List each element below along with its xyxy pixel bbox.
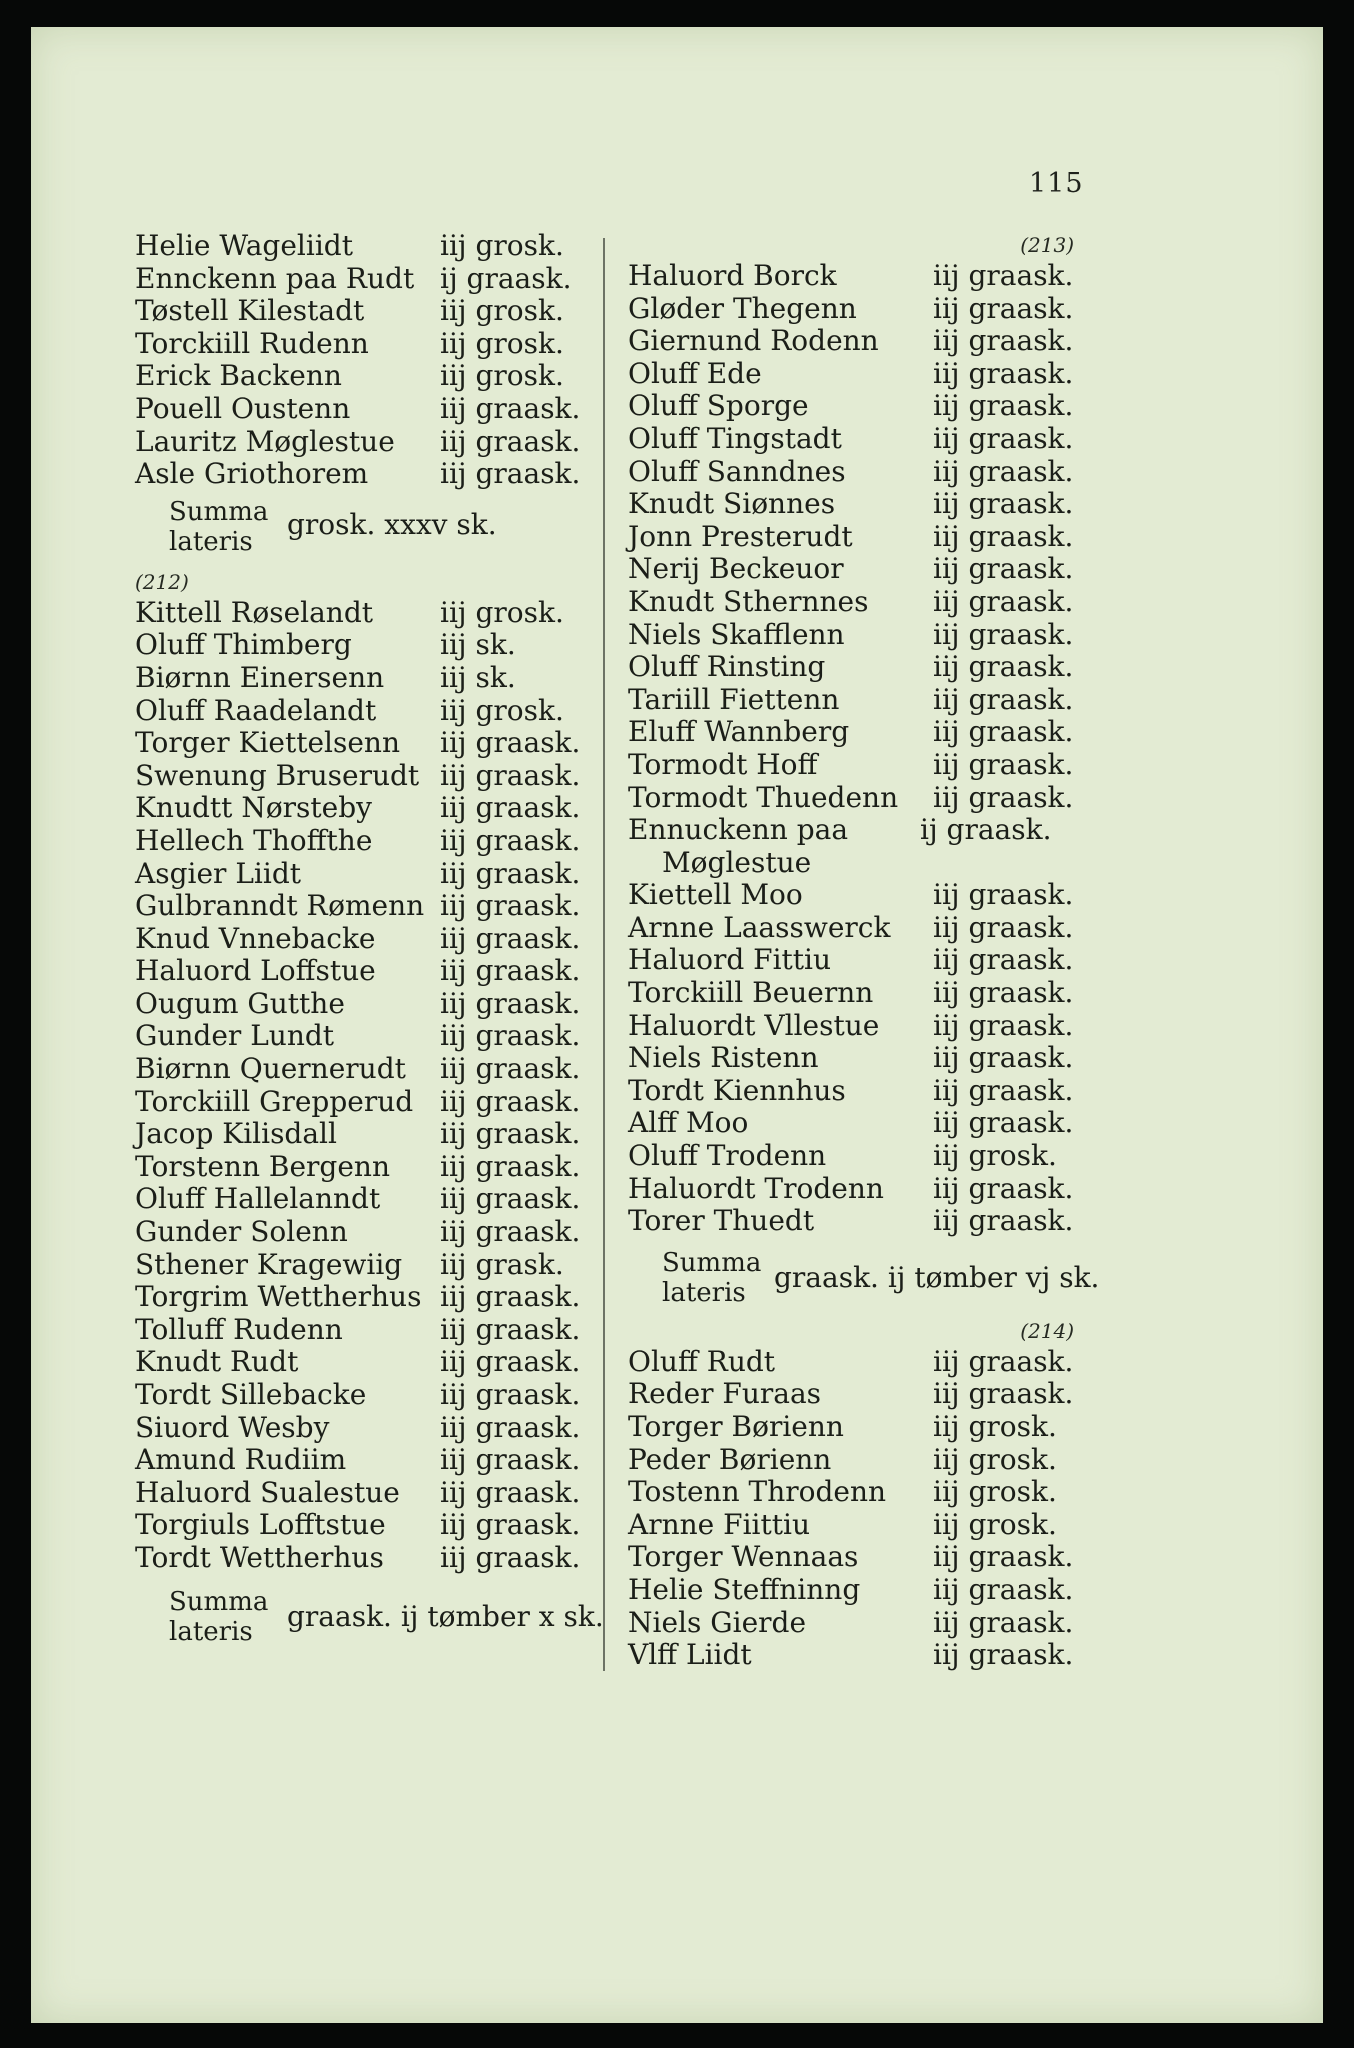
entry-name: Ennuckenn paa xyxy=(628,813,849,847)
entry-amount: iij graask. xyxy=(933,356,1074,390)
entry-name: Oluff Trodenn xyxy=(628,1139,827,1173)
entry-name: Niels Ristenn xyxy=(628,1041,819,1075)
entry-name: Pouell Oustenn xyxy=(135,391,351,425)
entry-name: Tordt Wettherhus xyxy=(135,1540,384,1574)
entry-amount: iij graask. xyxy=(933,584,1074,618)
entry-name: Haluord Loffstue xyxy=(135,954,376,988)
entry-amount: iij graask. xyxy=(440,823,581,857)
entry-row xyxy=(628,1107,1078,1140)
entry-row xyxy=(628,944,1078,977)
entry-name: Nerij Beckeuor xyxy=(628,552,844,586)
entry-row xyxy=(628,358,1078,391)
entry-amount: iij graask. xyxy=(440,1410,581,1444)
entry-row xyxy=(628,260,1078,293)
entry-amount: iij graask. xyxy=(440,889,581,923)
entry-amount: iij graask. xyxy=(440,1345,581,1379)
entry-amount: iij graask. xyxy=(933,780,1074,814)
entry-name: Gunder Lundt xyxy=(135,1019,335,1053)
entry-name: Tøstell Kilestadt xyxy=(135,294,365,328)
entry-name: Arnne Laasswerck xyxy=(628,910,891,944)
entry-name: Kiettell Moo xyxy=(628,878,803,912)
entry-row xyxy=(135,1216,590,1249)
entry-row xyxy=(628,977,1078,1010)
entry-amount: iij graask. xyxy=(933,878,1074,912)
entry-name: Reder Furaas xyxy=(628,1377,822,1411)
entry-amount: iij graask. xyxy=(933,324,1074,358)
entry-row xyxy=(135,1183,590,1216)
summa-label: Summa xyxy=(169,1586,269,1617)
entry-amount: iij graask. xyxy=(440,1443,581,1477)
summa-value: graask. ij tømber x sk. xyxy=(287,1599,604,1633)
entry-name: Arnne Fiittiu xyxy=(628,1507,810,1541)
entry-name: Tariill Fiettenn xyxy=(628,682,840,716)
entry-amount: ij graask. xyxy=(440,261,572,295)
entry-name: Helie Steffninng xyxy=(628,1572,861,1606)
entry-amount: iij graask. xyxy=(440,726,581,760)
entry-name: Vlff Liidt xyxy=(628,1638,752,1672)
entry-amount: iij graask. xyxy=(933,1041,1074,1075)
entry-row xyxy=(628,879,1078,912)
summa-label: Summa xyxy=(662,1247,762,1278)
summa-value: grosk. xxxv sk. xyxy=(287,507,497,541)
entry-name: Oluff Hallelanndt xyxy=(135,1182,381,1216)
right-column xyxy=(628,230,1100,1672)
entry-name: Lauritz Møglestue xyxy=(135,424,395,458)
entry-row xyxy=(135,393,590,426)
entry-amount: iij graask. xyxy=(440,1475,581,1509)
entry-row xyxy=(135,890,590,923)
entry-amount: iij graask. xyxy=(933,389,1074,423)
entry-amount: iij graask. xyxy=(933,976,1074,1010)
entry-name: Helie Wageliidt xyxy=(135,229,353,262)
entry-row xyxy=(628,456,1078,489)
entry-name: Alff Moo xyxy=(628,1106,749,1140)
entry-row xyxy=(628,814,1078,847)
entry-amount: iij grosk. xyxy=(933,1442,1057,1476)
entry-name: Torger Kiettelsenn xyxy=(135,726,401,760)
entry-row xyxy=(628,423,1078,456)
entry-amount: iij graask. xyxy=(440,1182,581,1216)
entry-name: Torgiuls Lofftstue xyxy=(135,1508,386,1542)
summa-label: Summa xyxy=(169,496,269,527)
entry-amount: iij graask. xyxy=(933,421,1074,455)
entry-name: Oluff Ede xyxy=(628,356,762,390)
entry-amount: iij grosk. xyxy=(933,1475,1057,1509)
entry-row xyxy=(135,1542,590,1575)
entry-name: Oluff Rudt xyxy=(628,1344,776,1378)
lateris-label: lateris xyxy=(169,1616,253,1647)
entry-name-continuation: Møglestue xyxy=(662,845,812,879)
entry-row xyxy=(135,263,590,296)
entry-row xyxy=(135,727,590,760)
entry-name: Haluord Borck xyxy=(628,259,837,292)
lateris-label: lateris xyxy=(662,1277,746,1308)
entry-row xyxy=(135,1053,590,1086)
entry-amount: iij grosk. xyxy=(440,595,564,629)
entry-row xyxy=(628,488,1078,521)
entry-row xyxy=(628,749,1078,782)
entry-name: Tormodt Hoff xyxy=(628,747,818,781)
entry-amount: iij grask. xyxy=(440,1247,564,1281)
entry-amount: iij graask. xyxy=(933,1008,1074,1042)
entry-row xyxy=(135,760,590,793)
entry-name: Torckiill Beuernn xyxy=(628,976,874,1010)
entry-row xyxy=(628,521,1078,554)
entry-name: Torckiill Rudenn xyxy=(135,326,369,360)
entry-amount: iij graask. xyxy=(933,1572,1074,1606)
entry-amount: iij graask. xyxy=(933,747,1074,781)
entry-amount: iij grosk. xyxy=(440,693,564,727)
entry-name: Niels Skafflenn xyxy=(628,617,845,651)
entry-row xyxy=(628,1541,1078,1574)
entry-row xyxy=(135,858,590,891)
entry-name: Tormodt Thuedenn xyxy=(628,780,899,814)
entry-name: Torgrim Wettherhus xyxy=(135,1280,422,1314)
entry-row xyxy=(135,597,590,630)
entry-amount: iij graask. xyxy=(440,791,581,825)
summa-lateris xyxy=(135,1586,604,1653)
entry-name: Torckiill Grepperud xyxy=(135,1084,414,1118)
entry-row xyxy=(135,426,590,459)
entry-name: Oluff Thimberg xyxy=(135,628,352,662)
record-reference: (212) xyxy=(135,569,189,594)
entry-amount: iij graask. xyxy=(933,1204,1074,1238)
entry-row xyxy=(135,695,590,728)
entry-amount: iij graask. xyxy=(440,1117,581,1151)
entry-amount: iij graask. xyxy=(933,1344,1074,1378)
entry-row xyxy=(135,1477,590,1510)
entry-row xyxy=(135,1020,590,1053)
entry-name: Haluord Sualestue xyxy=(135,1475,400,1509)
entry-name: Giernund Rodenn xyxy=(628,324,879,358)
entry-name: Torer Thuedt xyxy=(628,1204,815,1238)
entry-name: Knud Vnnebacke xyxy=(135,921,376,955)
entry-name: Swenung Bruserudt xyxy=(135,758,420,792)
entry-row xyxy=(135,1379,590,1412)
entry-name: Knudt Siønnes xyxy=(628,487,836,521)
entry-row xyxy=(135,792,590,825)
entry-row xyxy=(628,1509,1078,1542)
entry-name: Biørnn Quernerudt xyxy=(135,1052,406,1086)
entry-row xyxy=(135,1346,590,1379)
left-column xyxy=(135,229,604,1665)
entry-name: Knudtt Nørsteby xyxy=(135,791,372,825)
entry-amount: iij graask. xyxy=(933,487,1074,521)
entry-name: Ougum Gutthe xyxy=(135,986,345,1020)
entry-amount: iij graask. xyxy=(440,424,581,458)
entry-name: Kittell Røselandt xyxy=(135,595,374,629)
entry-name: Haluord Fittiu xyxy=(628,943,832,977)
entry-row xyxy=(628,293,1078,326)
summa-lateris xyxy=(628,1247,1100,1314)
entry-row xyxy=(628,619,1078,652)
entry-amount: iij graask. xyxy=(933,1540,1074,1574)
entry-row xyxy=(628,782,1078,815)
entry-row xyxy=(628,325,1078,358)
entry-amount: iij graask. xyxy=(933,650,1074,684)
entry-row xyxy=(628,1476,1078,1509)
entry-row xyxy=(628,1411,1078,1444)
entry-name: Hellech Thoffthe xyxy=(135,823,373,857)
entry-name: Oluff Sanndnes xyxy=(628,454,846,488)
entry-amount: iij grosk. xyxy=(440,359,564,393)
entry-name: Gløder Thegenn xyxy=(628,291,857,325)
entry-name: Oluff Rinsting xyxy=(628,650,826,684)
entry-row xyxy=(628,1042,1078,1075)
entry-name: Knudt Rudt xyxy=(135,1345,299,1379)
entry-row xyxy=(628,1607,1078,1640)
entry-amount: iij graask. xyxy=(440,954,581,988)
entry-amount: iij graask. xyxy=(440,758,581,792)
entry-amount: iij graask. xyxy=(933,454,1074,488)
entry-row xyxy=(135,1281,590,1314)
entry-row xyxy=(628,1444,1078,1477)
entry-name: Peder Børienn xyxy=(628,1442,832,1476)
entry-row xyxy=(135,1086,590,1119)
entry-amount: iij grosk. xyxy=(440,229,564,262)
entry-amount: iij grosk. xyxy=(933,1410,1057,1443)
entry-name: Oluff Raadelandt xyxy=(135,693,377,727)
entry-amount: iij graask. xyxy=(440,986,581,1020)
entry-amount: iij graask. xyxy=(440,1215,581,1249)
entry-name: Amund Rudiim xyxy=(135,1443,347,1477)
entry-row xyxy=(135,1412,590,1445)
entry-name: Niels Gierde xyxy=(628,1605,807,1639)
entry-amount: iij sk. xyxy=(440,628,516,662)
entry-amount: iij graask. xyxy=(440,1312,581,1346)
entry-row xyxy=(135,955,590,988)
entry-row xyxy=(628,716,1078,749)
entry-name: Erick Backenn xyxy=(135,359,342,393)
page-number: 115 xyxy=(1029,168,1084,199)
entry-row xyxy=(628,1075,1078,1108)
entry-amount: iij graask. xyxy=(440,391,581,425)
entry-row xyxy=(628,1140,1078,1173)
entry-name: Haluordt Vllestue xyxy=(628,1008,880,1042)
record-reference: (214) xyxy=(1020,1318,1074,1343)
entry-amount: iij graask. xyxy=(933,1073,1074,1107)
entry-name: Oluff Tingstadt xyxy=(628,421,842,455)
entry-name: Jonn Presterudt xyxy=(628,519,853,553)
entry-amount: iij graask. xyxy=(440,457,581,491)
entry-amount: iij grosk. xyxy=(933,1139,1057,1173)
entry-amount: iij graask. xyxy=(933,617,1074,651)
entry-amount: iij graask. xyxy=(440,1378,581,1411)
entry-name: Ennckenn paa Rudt xyxy=(135,261,415,295)
entry-amount: iij graask. xyxy=(933,682,1074,716)
entry-name: Gunder Solenn xyxy=(135,1215,348,1249)
entry-amount: iij graask. xyxy=(933,1638,1074,1672)
entry-amount: iij graask. xyxy=(933,715,1074,749)
entry-amount: iij graask. xyxy=(933,1106,1074,1140)
entry-row xyxy=(628,651,1078,684)
entry-name: Tolluff Rudenn xyxy=(135,1312,343,1346)
entry-row xyxy=(628,390,1078,423)
entry-row xyxy=(135,988,590,1021)
entry-row xyxy=(135,825,590,858)
record-reference: (213) xyxy=(1020,233,1074,257)
entry-amount: iij graask. xyxy=(440,856,581,890)
entry-name: Knudt Sthernnes xyxy=(628,584,869,618)
entry-amount: iij sk. xyxy=(440,660,516,694)
entry-amount: iij graask. xyxy=(440,1149,581,1183)
entry-row xyxy=(135,662,590,695)
column-divider xyxy=(603,238,605,1671)
entry-row xyxy=(135,295,590,328)
entry-name: Torstenn Bergenn xyxy=(135,1149,390,1183)
entry-row xyxy=(628,912,1078,945)
entry-amount: iij graask. xyxy=(933,552,1074,586)
summa-lateris xyxy=(135,497,590,559)
entry-name: Eluff Wannberg xyxy=(628,715,850,749)
entry-amount: iij graask. xyxy=(933,943,1074,977)
entry-amount: iij grosk. xyxy=(933,1507,1057,1541)
entry-list xyxy=(135,597,590,1575)
entry-row xyxy=(135,629,590,662)
entry-row xyxy=(628,1205,1078,1238)
summa-value: graask. ij tømber vj sk. xyxy=(774,1260,1100,1294)
entry-amount: iij graask. xyxy=(933,1171,1074,1205)
entry-name: Siuord Wesby xyxy=(135,1410,330,1444)
entry-name: Asle Griothorem xyxy=(135,457,369,491)
entry-amount: iij graask. xyxy=(933,1605,1074,1639)
entry-name: Asgier Liidt xyxy=(135,856,302,890)
entry-row xyxy=(628,1010,1078,1043)
entry-name: Jacop Kilisdall xyxy=(135,1117,337,1151)
entry-amount: iij graask. xyxy=(440,1540,581,1574)
entry-row xyxy=(135,458,590,491)
entry-name: Tordt Kiennhus xyxy=(628,1073,846,1107)
entry-amount: iij graask. xyxy=(933,291,1074,325)
entry-name: Sthener Kragewiig xyxy=(135,1247,403,1281)
entry-list xyxy=(628,1346,1078,1672)
entry-name: Biørnn Einersenn xyxy=(135,660,385,694)
lateris-label: lateris xyxy=(169,526,253,557)
entry-row xyxy=(135,1509,590,1542)
entry-name: Haluordt Trodenn xyxy=(628,1171,884,1205)
entry-row xyxy=(135,923,590,956)
entry-row xyxy=(628,1173,1078,1206)
entry-row xyxy=(135,360,590,393)
entry-row xyxy=(628,586,1078,619)
entry-amount: iij graask. xyxy=(933,1377,1074,1411)
entry-name: Gulbranndt Rømenn xyxy=(135,889,425,923)
entry-amount: iij graask. xyxy=(440,1280,581,1314)
entry-row-continuation xyxy=(628,847,1078,880)
entry-amount: iij graask. xyxy=(440,921,581,955)
entry-list xyxy=(135,230,590,491)
entry-name: Torger Børienn xyxy=(628,1410,844,1443)
entry-row xyxy=(628,684,1078,717)
entry-name: Tostenn Throdenn xyxy=(628,1475,887,1509)
entry-amount: iij graask. xyxy=(933,259,1074,292)
entry-amount: iij grosk. xyxy=(440,294,564,328)
entry-row xyxy=(628,1378,1078,1411)
entry-amount: ij graask. xyxy=(920,813,1052,847)
entry-amount: iij graask. xyxy=(440,1052,581,1086)
entry-amount: iij graask. xyxy=(933,910,1074,944)
entry-row xyxy=(135,328,590,361)
entry-amount: iij graask. xyxy=(440,1084,581,1118)
entry-row xyxy=(628,553,1078,586)
entry-name: Tordt Sillebacke xyxy=(135,1378,367,1411)
entry-row xyxy=(135,1118,590,1151)
entry-amount: iij graask. xyxy=(933,519,1074,553)
entry-name: Oluff Sporge xyxy=(628,389,809,423)
entry-row xyxy=(135,1249,590,1282)
entry-list xyxy=(628,260,1078,814)
entry-row xyxy=(628,1639,1078,1672)
entry-row xyxy=(628,1574,1078,1607)
entry-row xyxy=(628,1346,1078,1379)
entry-list xyxy=(628,879,1078,1238)
entry-amount: iij grosk. xyxy=(440,326,564,360)
entry-amount: iij graask. xyxy=(440,1508,581,1542)
entry-row xyxy=(135,1151,590,1184)
entry-amount: iij graask. xyxy=(440,1019,581,1053)
entry-row xyxy=(135,230,590,263)
entry-row xyxy=(135,1314,590,1347)
entry-row xyxy=(135,1444,590,1477)
entry-name: Torger Wennaas xyxy=(628,1540,859,1574)
